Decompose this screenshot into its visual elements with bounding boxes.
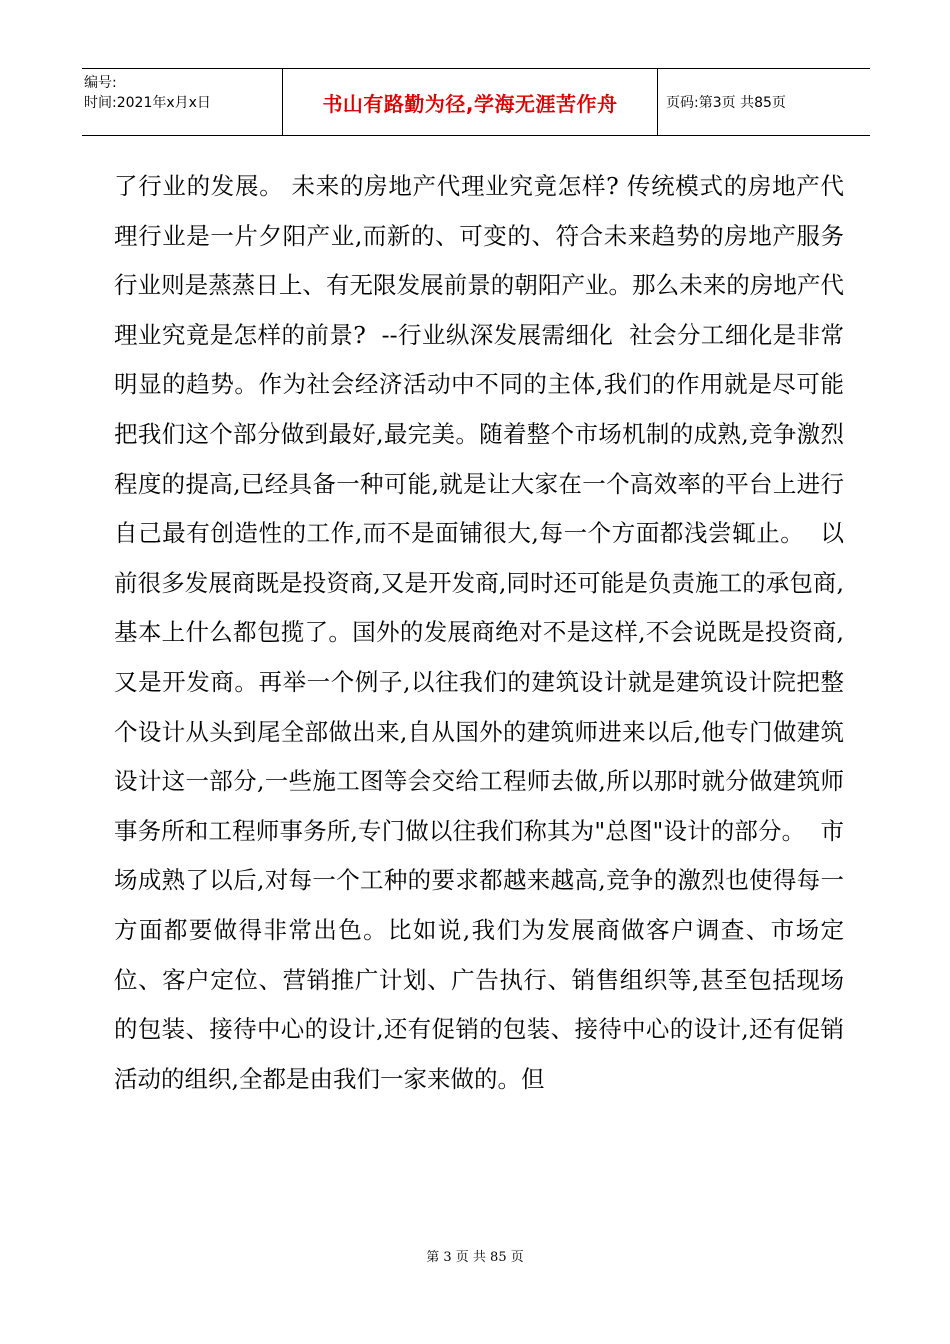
document-body: 了行业的发展。 未来的房地产代理业究竟怎样? 传统模式的房地产代理行业是一片夕阳产业,而新的、可变的、符合未来趋势的房地产服务行业则是蒸蒸日上、有无限发展前景的朝阳产业。那么未来的房地产代理业究竟是怎样的前景? --行业纵深发展需细化 社会分工细化是非常明显的趋势。作为社会经济活动中不同的主体,我们的作用就是尽可能把我们这个部分做到最好,最完美。随着整个市场机制的成熟,竞争激烈程度的提高,已经具备一种可能,就是让大家在一个高效率的平台上进行自己最有创造性的工作,而不是面铺很大,每一个方面都浅尝辄止。 以前很多发展商既是投资商,又是开发商,同时还可能是负责施工的承包商,基本上什么都包揽了。国外的发展商绝对不是这样,不会说既是投资商,又是开发商。再举一个例子,以往我们的建筑设计就是建筑设计院把整个设计从头到尾全部做出来,自从国外的建筑师进来以后,他专门做建筑设计这一部分,一些施工图等会交给工程师去做,所以那时就分做建筑师事务所和工程师事务所,专门做以往我们称其为"总图"设计的部分。 市场成熟了以后,对每一个工种的要求都越来越高,竞争的激烈也使得每一方面都要做得非常出色。比如说,我们为发展商做客户调查、市场定位、客户定位、营销推广计划、广告执行、销售组织等,甚至包括现场的包装、接待中心的设计,还有促销的包装、接待中心的设计,还有促销活动的组织,全都是由我们一家来做的。但 <box>114 172 844 1093</box>
date-label: 时间:2021年x月x日 <box>84 95 211 111</box>
header-motto-cell <box>283 69 658 135</box>
page-footer: 第 3 页 共 85 页 <box>426 1250 524 1265</box>
header-page-number: 页码:第3页 共85页 <box>666 95 786 111</box>
header-page-cell <box>658 69 870 135</box>
page-header <box>82 68 870 136</box>
header-motto: 书山有路勤为径,学海无涯苦作舟 <box>322 91 618 116</box>
header-meta <box>82 69 283 135</box>
serial-number-label: 编号: <box>84 75 117 91</box>
